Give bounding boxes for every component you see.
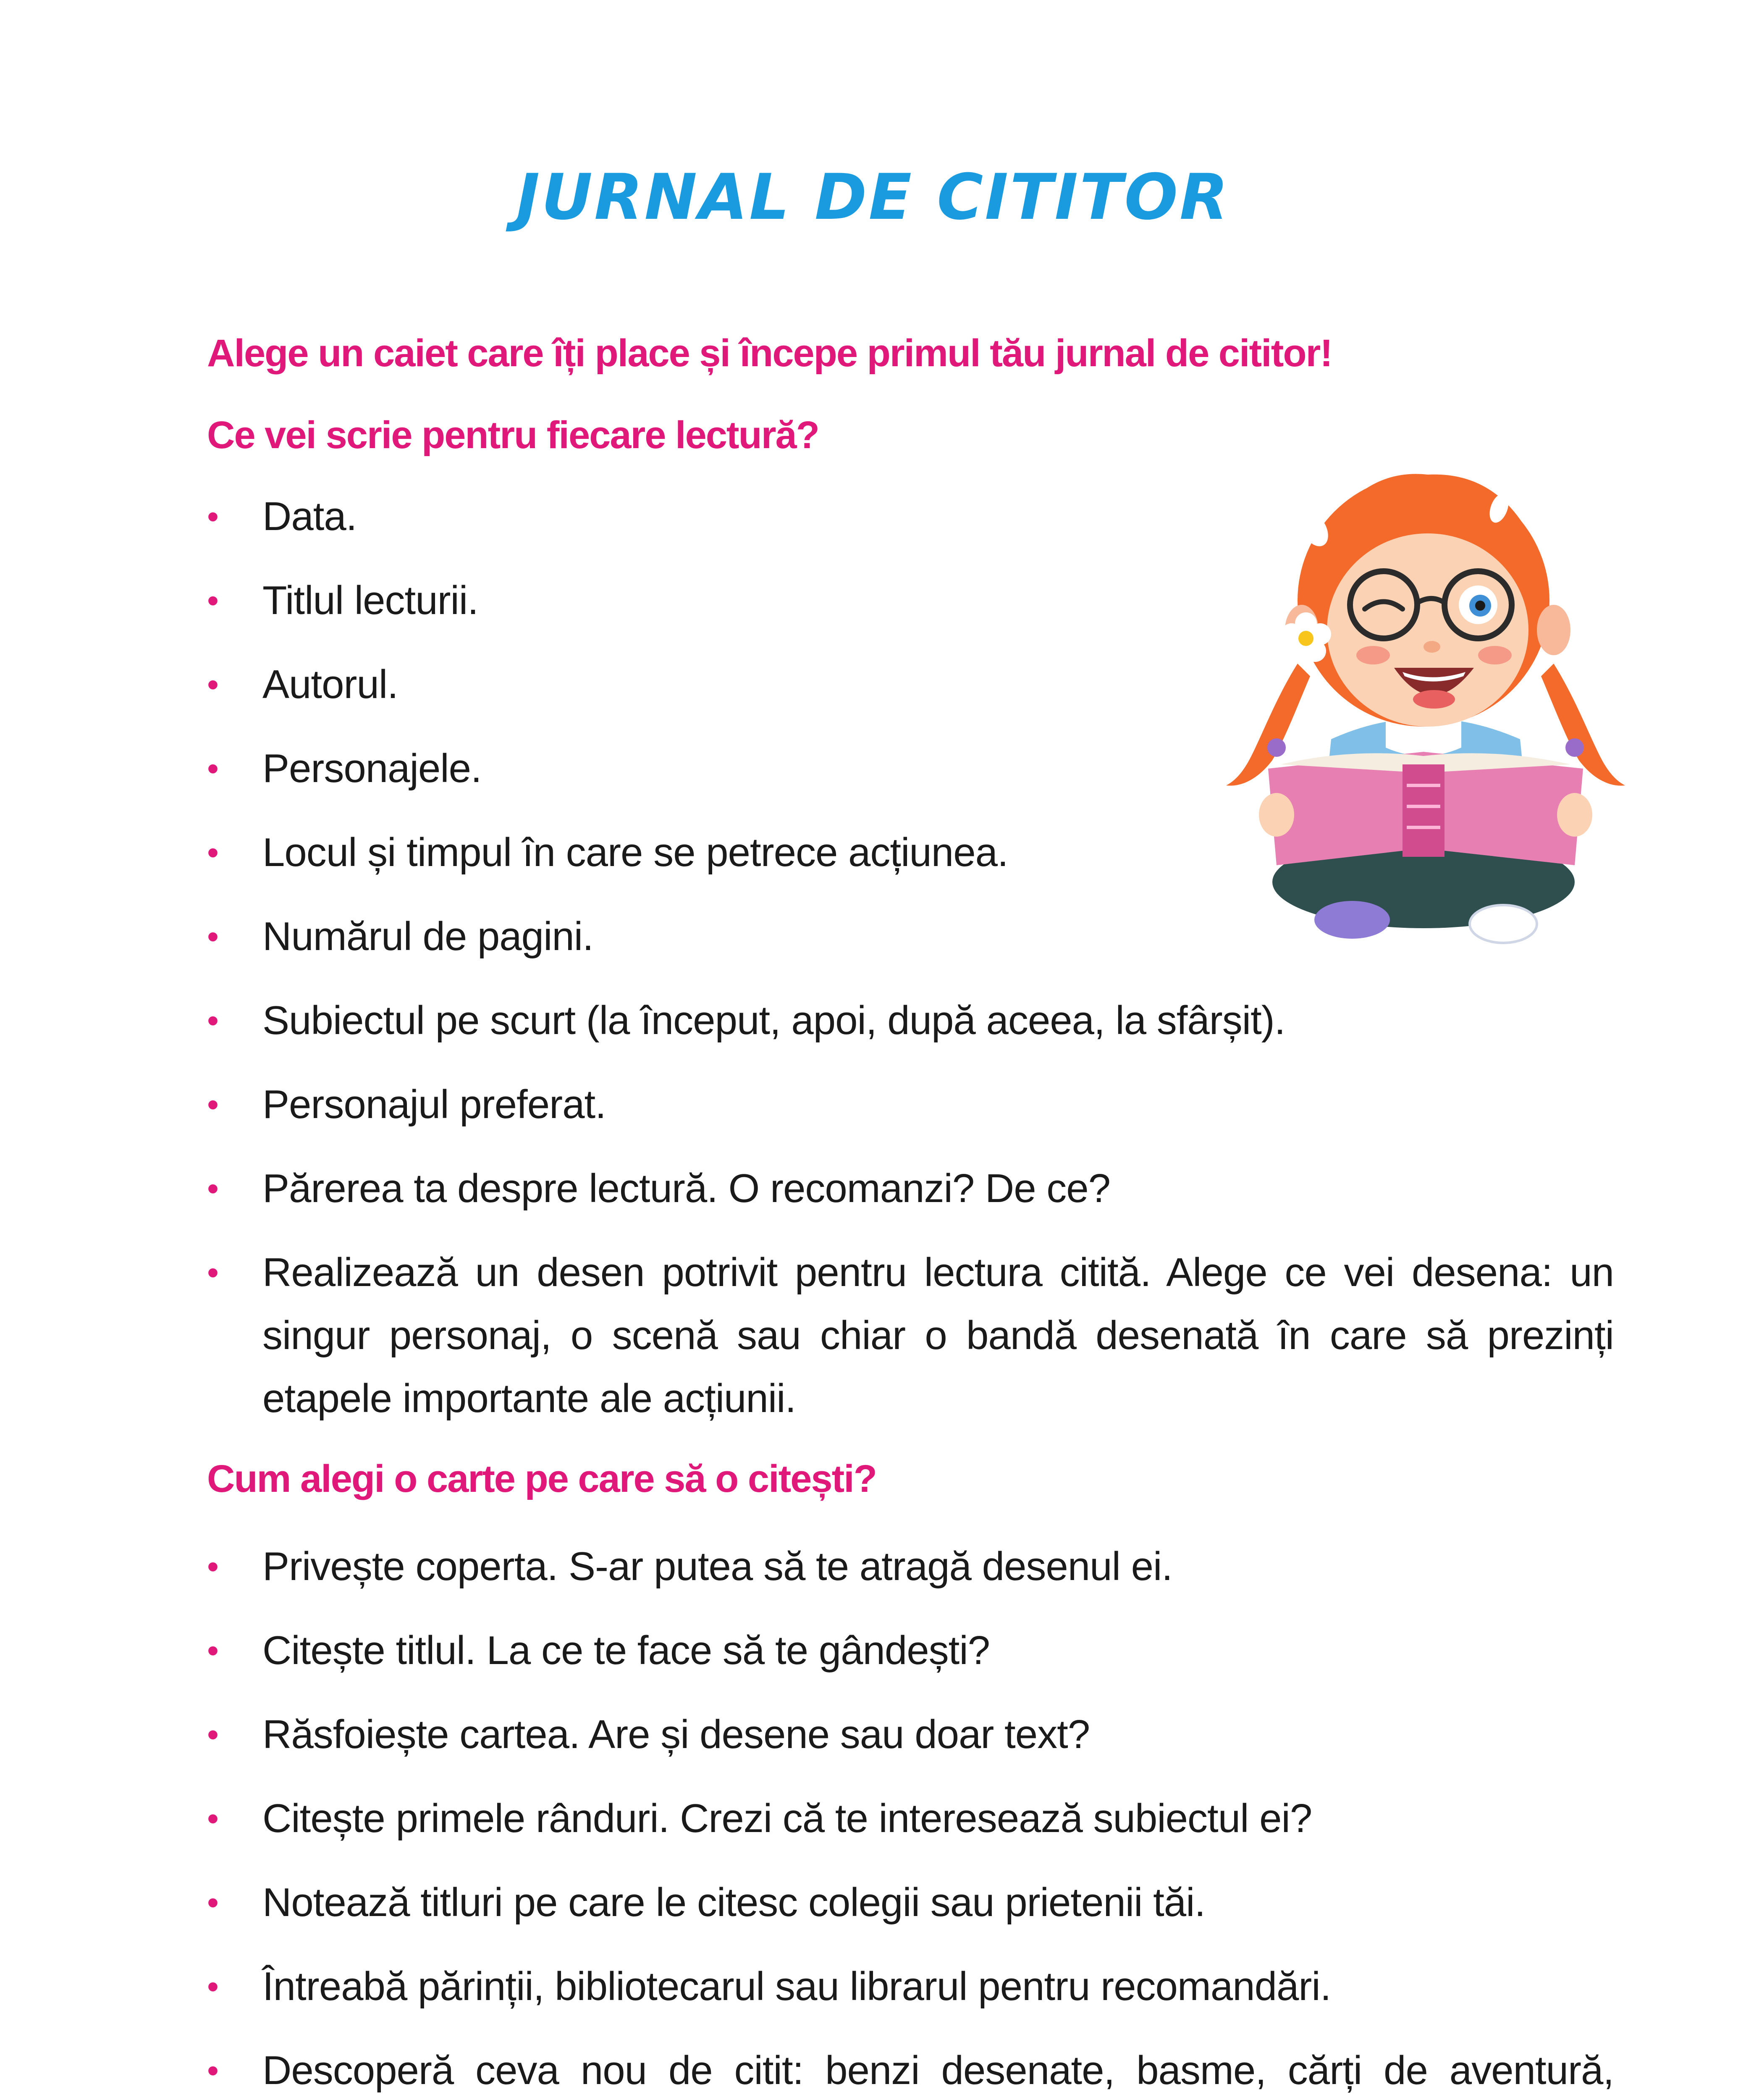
list-item: • Descoperă ceva nou de citit: benzi desenate, basme, cărți de aventură, bbox=[207, 2039, 1614, 2100]
bullet-icon: • bbox=[207, 666, 219, 703]
list-item: • Data. bbox=[207, 485, 1614, 548]
list-item: • Notează titluri pe care le citesc colegii sau prietenii tăi. bbox=[207, 1871, 1614, 1934]
bullet-icon: • bbox=[207, 498, 219, 535]
bullet-icon: • bbox=[207, 918, 219, 955]
bullet-icon: • bbox=[207, 1170, 219, 1207]
bullet-icon: • bbox=[207, 1968, 219, 2005]
page-title: JURNAL DE CITITOR bbox=[516, 161, 1230, 234]
list-item: • Autorul. bbox=[207, 653, 1614, 716]
bullet-icon: • bbox=[207, 582, 219, 619]
bullet-icon: • bbox=[207, 834, 219, 871]
bullet-icon: • bbox=[207, 2052, 219, 2089]
bullet-icon: • bbox=[207, 1086, 219, 1123]
list-item: • Personajul preferat. bbox=[207, 1073, 1614, 1136]
bullet-icon: • bbox=[207, 1254, 219, 1291]
list-item: • Personajele. bbox=[207, 737, 1614, 800]
bullet-icon: • bbox=[207, 1716, 219, 1753]
list-item: • Răsfoiește cartea. Are și desene sau doar text? bbox=[207, 1703, 1614, 1766]
intro-heading: Alege un caiet care îți place și începe primul tău jurnal de cititor! bbox=[207, 332, 1332, 375]
list-item: • Numărul de pagini. bbox=[207, 905, 1614, 968]
bullet-icon: • bbox=[207, 1632, 219, 1669]
bullet-icon: • bbox=[207, 750, 219, 787]
list-item: • Locul și timpul în care se petrece acțiunea. bbox=[207, 821, 1614, 884]
bullet-icon: • bbox=[207, 1884, 219, 1921]
list-item: • Citește titlul. La ce te face să te gândești? bbox=[207, 1619, 1614, 1682]
list-item: • Subiectul pe scurt (la început, apoi, după aceea, la sfârșit). bbox=[207, 989, 1614, 1052]
bullet-icon: • bbox=[207, 1800, 219, 1837]
list-item: • Citește primele rânduri. Crezi că te interesează subiectul ei? bbox=[207, 1787, 1614, 1850]
list-item: • Realizează un desen potrivit pentru lectura citită. Alege ce vei desena: un singur personaj, o scenă sau chiar o bandă desenată în care să prezinți etapele importante ale acțiunii. bbox=[207, 1241, 1614, 1430]
list-item: • Privește coperta. S-ar putea să te atragă desenul ei. bbox=[207, 1535, 1614, 1598]
girl-reading-book-illustration bbox=[1226, 403, 1625, 958]
bullet-icon: • bbox=[207, 1002, 219, 1039]
section2-heading: Cum alegi o carte pe care să o citești? bbox=[207, 1457, 876, 1500]
list-item: • Titlul lecturii. bbox=[207, 569, 1614, 632]
list-item: • Părerea ta despre lectură. O recomanzi? De ce? bbox=[207, 1157, 1614, 1220]
section1-heading: Ce vei scrie pentru fiecare lectură? bbox=[207, 414, 819, 457]
list-item: • Întreabă părinții, bibliotecarul sau librarul pentru recomandări. bbox=[207, 1955, 1614, 2018]
bullet-icon: • bbox=[207, 1548, 219, 1585]
